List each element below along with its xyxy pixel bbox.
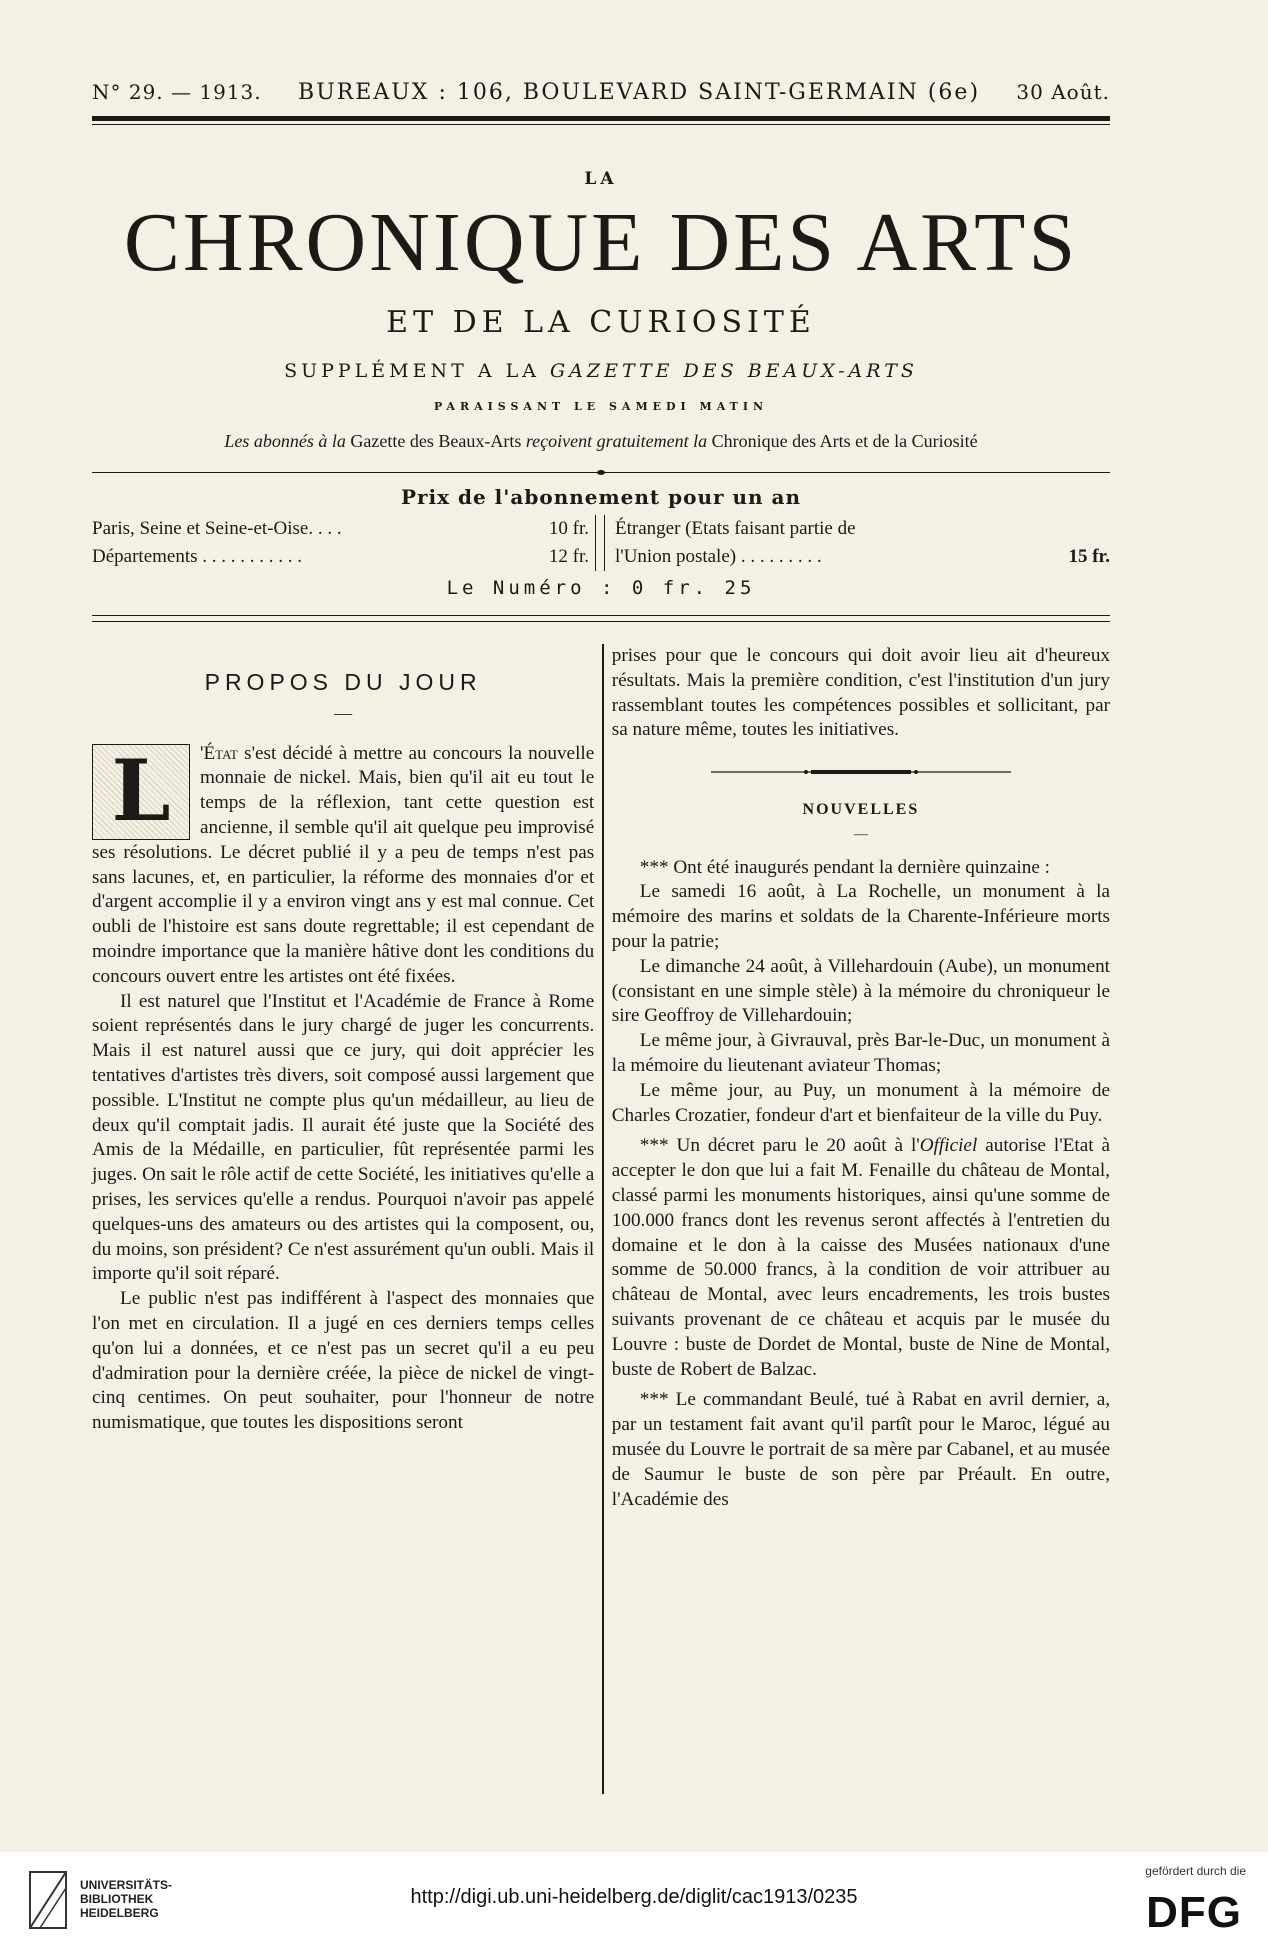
propos-dash: — bbox=[334, 702, 353, 723]
prix-numero: Le Numéro : 0 fr. 25 bbox=[446, 577, 756, 599]
news-item-1a: Le samedi 16 août, à La Rochelle, un monument à la mémoire des marins et soldats de la Charente-Inférieure morts pour la patrie; bbox=[611, 881, 1111, 952]
footer-bar bbox=[0, 1852, 1268, 1950]
masthead-abonnes bbox=[92, 431, 1110, 452]
prix-label: Étranger (Etats faisant partie de bbox=[615, 518, 856, 539]
abonnes-part2: Gazette des Beaux-Arts bbox=[345, 431, 526, 451]
news-2-rest: autorise l'Etat à accepter le don que lui a fait M. Fenaille du château de Montal, classé parmi les monuments historiques, ainsi qu'une somme de 100.000 francs dont les revenus seront affectés à l'entretien du domaine et le don à la caisse des Musées nationaux d'une somme de 50.000 francs, à la condition de voir attribuer au château de Montal, avec leurs encadrements, les trois bustes suivants provenant de ce château et acquis par le musée du Louvre : buste de Dordet de Montal, buste de Nine de Montal, buste de Robert de Balzac. bbox=[611, 1135, 1111, 1380]
header-rule-thin bbox=[92, 124, 1110, 125]
right-column bbox=[612, 644, 1110, 1794]
news-item-1b: Le dimanche 24 août, à Villehardouin (Aube), un monument (consistant en une simple stèle) à la mémoire du chroniqueur le sire Geoffroy de Villehardouin; bbox=[611, 955, 1111, 1027]
abonnes-part4: Chronique des Arts et de la Curiosité bbox=[707, 431, 978, 451]
section-rule-2 bbox=[92, 621, 1110, 622]
news-2-officiel: Officiel bbox=[919, 1135, 978, 1157]
propos-para-2: Il est naturel que l'Institut et l'Académie de France à Rome soient représentés dans le jury chargé de juger les concurrents. Mais il est naturel aussi que ce jury, qui doit apprécier les tentatives d'artistes très divers, soit composé aussi largement que possible. L'Institut ne compte plus qu'un médailleur, au lieu de deux qu'il comptait jadis. Il aurait été juste que la Société des Amis de la Médaille, en particulier, fût représentée parmi les juges. On sait le rôle actif de cette Société, les initiatives qu'elle a prises, les services qu'elle a rendus. Pourquoi n'avoir pas appelé quelques-uns des amateurs ou des artistes qui la composent, ou, du moins, son président? Ce n'est assurément qu'un oubli. Mais il importe qu'il soit réparé. bbox=[92, 990, 595, 1285]
prix-label: l'Union postale) . . . . . . . . . bbox=[615, 546, 822, 567]
section-rule-1 bbox=[92, 615, 1110, 616]
supplement-prefix: SUPPLÉMENT A LA bbox=[284, 360, 550, 382]
source-url-link[interactable]: http://digi.ub.uni-heidelberg.de/diglit/cac1913/0235 bbox=[410, 1886, 858, 1908]
prix-heading: Prix de l'abonnement pour un an bbox=[400, 485, 802, 509]
propos-body bbox=[92, 742, 594, 1436]
masthead-samedi: PARAISSANT LE SAMEDI MATIN bbox=[433, 400, 769, 413]
prix-separator bbox=[595, 515, 605, 571]
abonnes-part3: reçoivent gratuitement la bbox=[525, 431, 708, 451]
dfg-logo: DFG bbox=[1146, 1888, 1242, 1937]
propos-para-3: Le public n'est pas indifférent à l'aspect des monnaies que l'on met en circulation. Il a jugé en ces derniers temps celles qu'on lui a données, et ce n'est pas un secret qu'il a eu peu d'admiration pour la dernière créée, la pièce de nickel de vingt-cinq centimes. On peut souhaiter, pour l'honneur de notre numismatique, que toutes les dispositions seront bbox=[92, 1288, 595, 1434]
uni-line-3: HEIDELBERG bbox=[80, 1906, 159, 1920]
header-line bbox=[92, 72, 1110, 112]
masthead-title: CHRONIQUE DES ARTS bbox=[123, 196, 1079, 289]
prix-row-union bbox=[615, 543, 1110, 571]
issue-date: 30 Août. bbox=[1016, 80, 1110, 104]
uni-line-2: BIBLIOTHEK bbox=[80, 1892, 154, 1906]
propos-title: PROPOS DU JOUR bbox=[204, 669, 482, 695]
ornament-divider bbox=[612, 759, 1110, 784]
prix-table bbox=[92, 515, 1110, 571]
news-2-start: *** Un décret paru le 20 août à l' bbox=[639, 1135, 920, 1157]
article-columns bbox=[92, 644, 1110, 1794]
prix-row-etranger bbox=[615, 515, 1110, 543]
prix-row-departements bbox=[92, 543, 589, 571]
prix-row-paris bbox=[92, 515, 589, 543]
prix-label: Paris, Seine et Seine-et-Oise. . . . bbox=[92, 518, 342, 539]
nouvelles-dash: — bbox=[853, 826, 868, 842]
dfg-caption: gefördert durch die bbox=[1145, 1864, 1246, 1878]
prix-left bbox=[92, 515, 589, 571]
abonnes-part1: Les abonnés à la bbox=[224, 431, 346, 451]
column-separator bbox=[602, 644, 604, 1794]
left-column bbox=[92, 644, 594, 1794]
dropcap-letter: L bbox=[92, 744, 190, 840]
news-item-3: *** Le commandant Beulé, tué à Rabat en avril dernier, a, par un testament fait avant qu'il partît pour le Maroc, légué au musée du Louvre le portrait de sa mère par Cabanel, et au musée de Saumur le buste de son père par Préault. En outre, l'Académie des bbox=[611, 1389, 1111, 1510]
header-rule-thick bbox=[92, 116, 1110, 121]
etat-smallcaps: 'État bbox=[200, 742, 238, 764]
issue-number: N° 29. — 1913. bbox=[92, 80, 262, 104]
ornament-rule bbox=[92, 472, 1110, 473]
bureaux-address: BUREAUX : 106, BOULEVARD SAINT-GERMAIN (6e) bbox=[298, 80, 981, 105]
uni-line-1: UNIVERSITÄTS- bbox=[80, 1878, 173, 1892]
masthead-subtitle: ET DE LA CURIOSITÉ bbox=[386, 305, 816, 340]
prix-label: Départements . . . . . . . . . . . bbox=[92, 546, 303, 567]
news-item-1c: Le même jour, à Givrauval, près Bar-le-Duc, un monument à la mémoire du lieutenant aviateur Thomas; bbox=[611, 1030, 1111, 1076]
masthead-supplement bbox=[92, 360, 1110, 382]
page-content bbox=[92, 72, 1110, 1794]
prix-right bbox=[615, 515, 1110, 571]
supplement-gazette: GAZETTE DES BEAUX-ARTS bbox=[549, 360, 918, 382]
ornament-line-icon bbox=[711, 768, 1011, 776]
news-item-2 bbox=[612, 1134, 1110, 1382]
propos-continuation: prises pour que le concours qui doit avoir lieu ait d'heureux résultats. Mais la première condition, c'est l'institution d'un jury rassemblant toutes les compétences possibles et sollicitant, par sa nature même, toutes les initiatives. bbox=[611, 645, 1111, 741]
prix-price: 12 fr. bbox=[548, 546, 589, 567]
prix-price: 15 fr. bbox=[1068, 546, 1110, 567]
news-item-1d: Le même jour, au Puy, un monument à la mémoire de Charles Crozatier, fondeur d'art et bienfaiteur de la ville du Puy. bbox=[611, 1079, 1111, 1126]
masthead-la: LA bbox=[584, 169, 618, 189]
para-1-text: s'est décidé à mettre au concours la nouvelle monnaie de nickel. Mais, bien qu'il ait eu tout le temps de la réflexion, tant cette question est ancienne, il semble qu'il ait quelque peu improvisé ses résolutions. Le décret publié il y a peu de temps n'est pas sans lacunes, et, en particulier, la réforme des monnaies d'or et d'argent accomplie il y a environ vingt ans y est mal connue. Cet oubli de l'histoire est sans doute regrettable; il est cependant de moindre importance que la manière hâtive dont les conditions du concours ouvert entre les artistes ont été fixées. bbox=[92, 742, 595, 987]
nouvelles-title: NOUVELLES bbox=[802, 800, 920, 818]
prix-price: 10 fr. bbox=[548, 518, 589, 539]
news-item-1: *** Ont été inaugurés pendant la dernière quinzaine : bbox=[639, 856, 1050, 878]
